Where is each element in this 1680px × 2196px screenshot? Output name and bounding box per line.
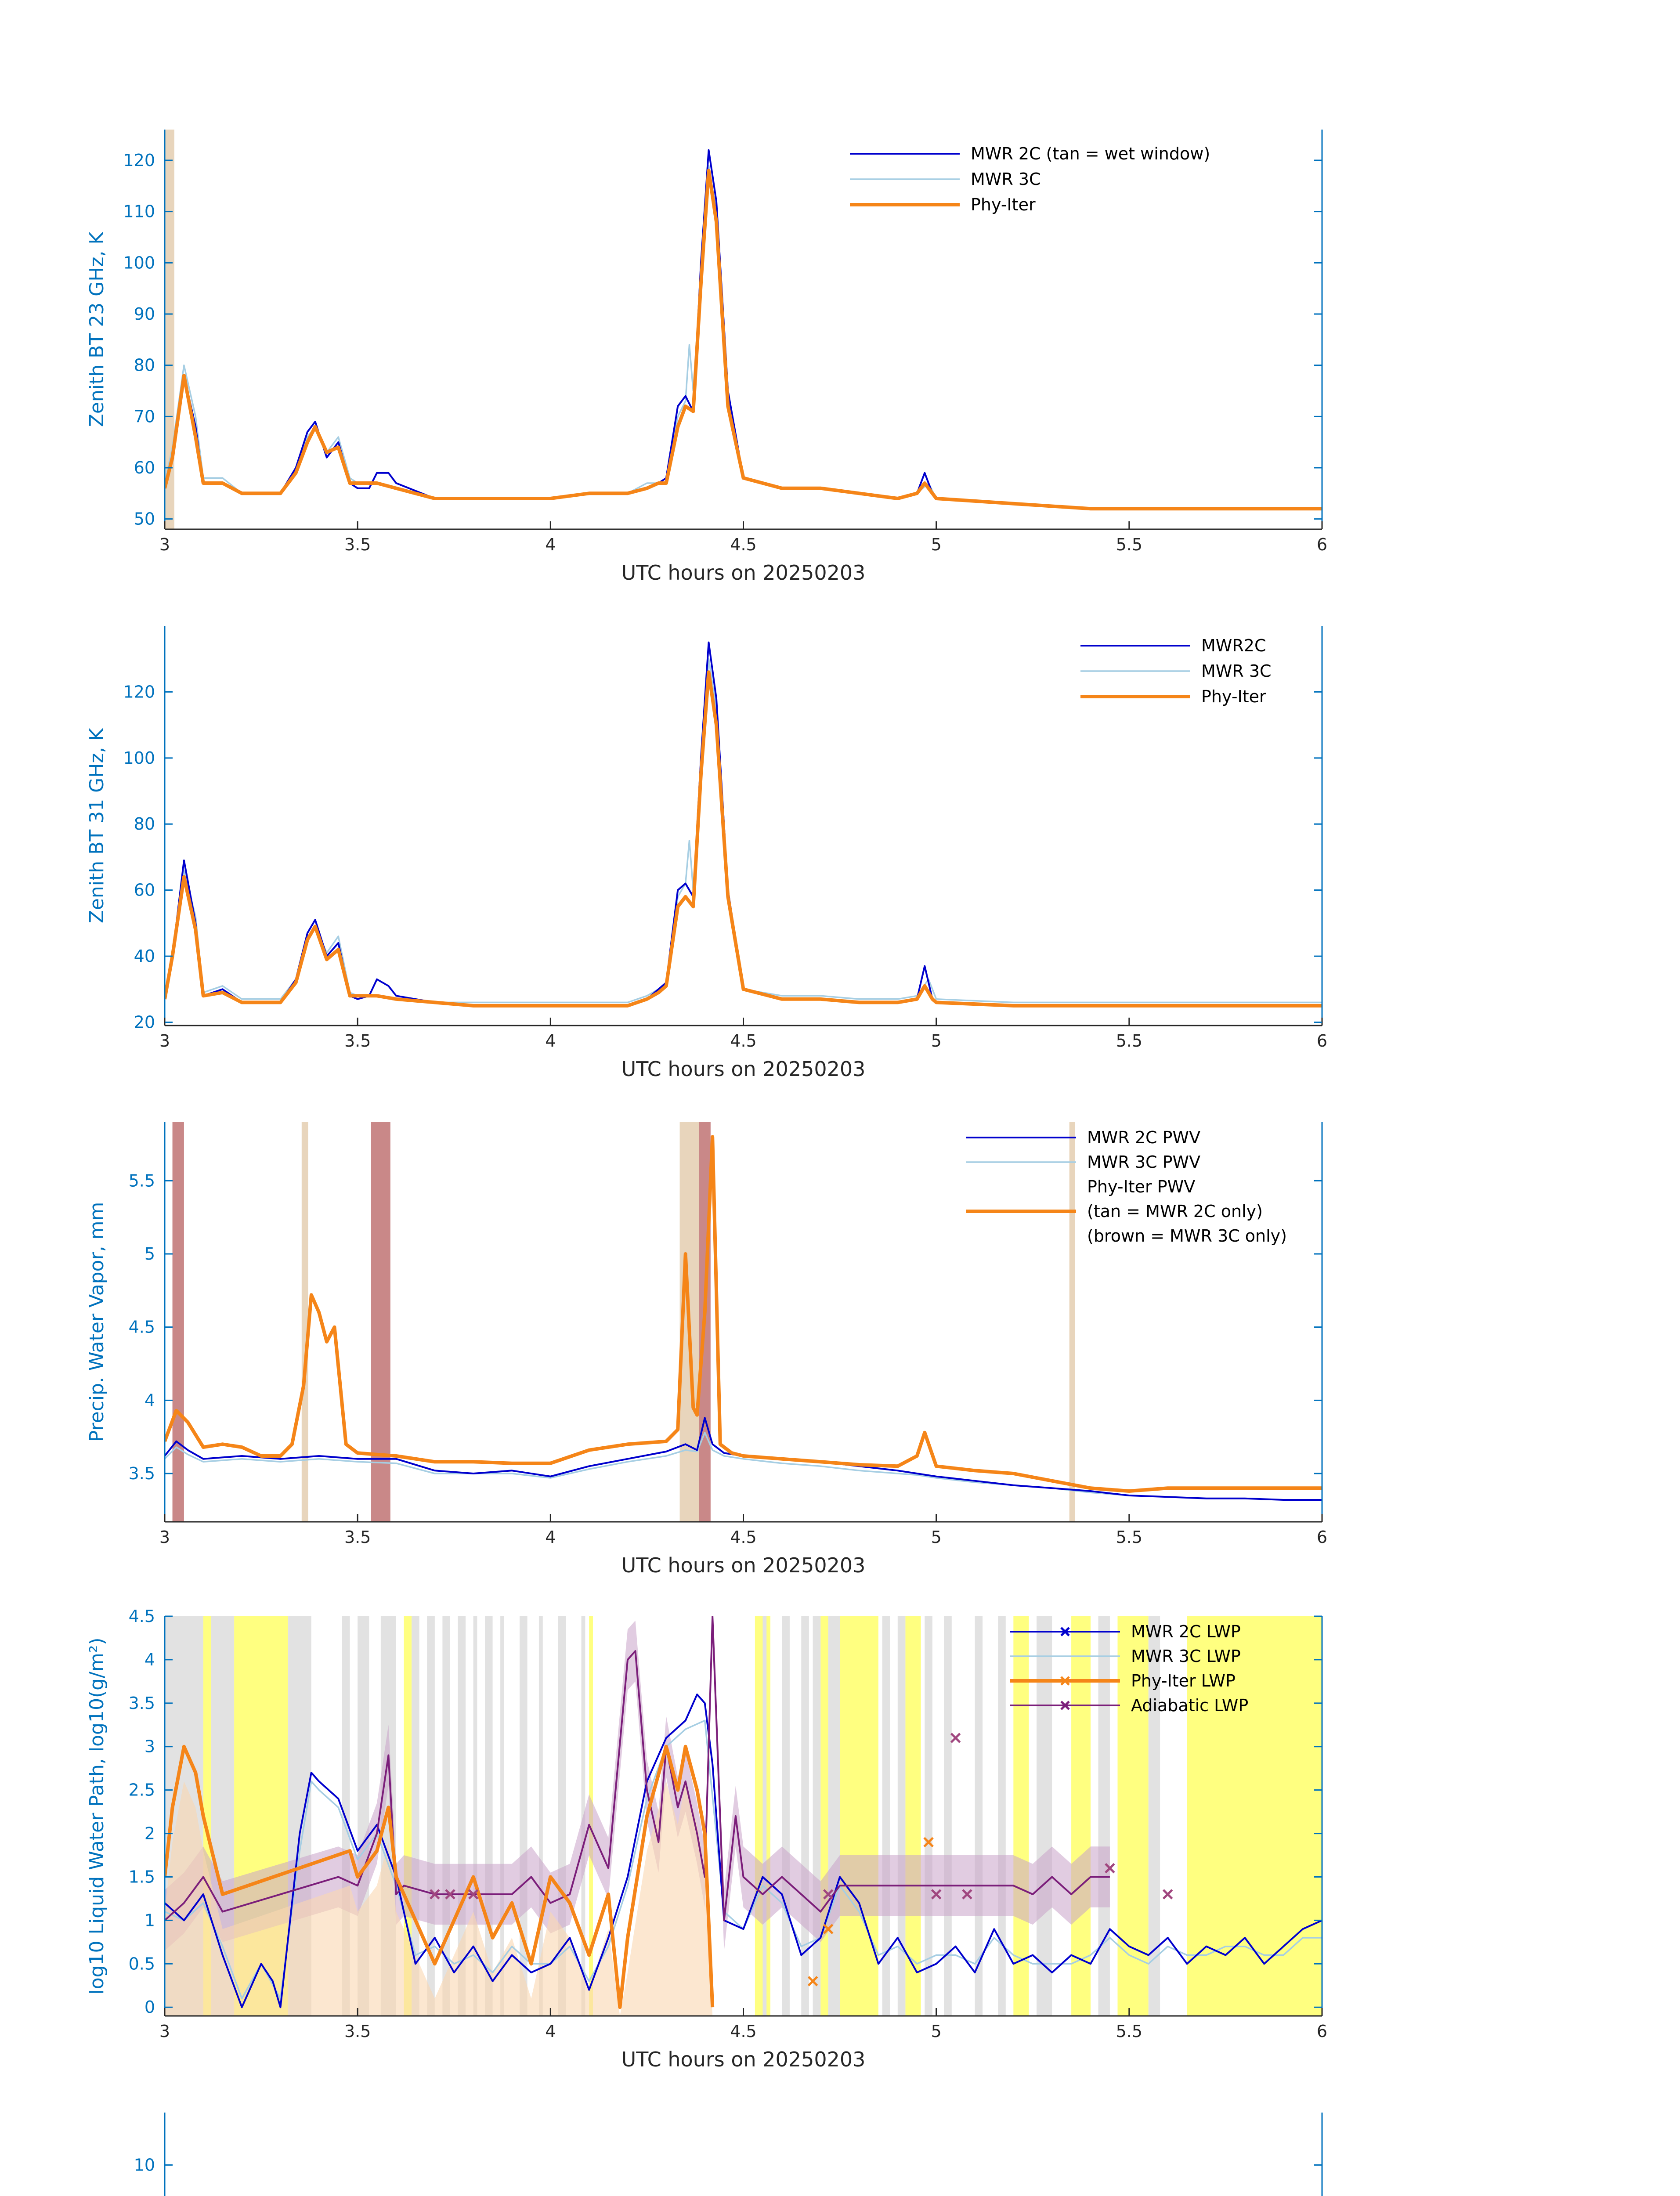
x-tick-label: 6 — [1316, 2022, 1328, 2041]
tan-window — [302, 1122, 308, 1522]
y-axis-label: log10 Liquid Water Path, log10(g/m²) — [86, 1637, 108, 1995]
x-tick-label: 3.5 — [344, 1528, 371, 1547]
y-tick-label: 1 — [144, 1911, 155, 1930]
y-tick-label: 4 — [144, 1391, 155, 1410]
legend-entry: MWR 2C PWV — [1087, 1128, 1201, 1147]
legend-entry: Phy-Iter — [1201, 687, 1266, 706]
legend-entry: MWR 2C (tan = wet window) — [971, 144, 1210, 163]
series-line-mwr3c — [165, 166, 1322, 509]
y-tick-label: 3.5 — [128, 1464, 155, 1483]
x-tick-label: 6 — [1316, 535, 1328, 554]
y-tick-label: 2 — [144, 1824, 155, 1843]
x-axis-label: UTC hours on 20250203 — [621, 561, 866, 585]
gray-window — [782, 1616, 790, 2016]
x-tick-label: 5 — [931, 1031, 942, 1051]
x-tick-label: 4 — [545, 535, 556, 554]
gray-window — [898, 1616, 906, 2016]
x-tick-label: 4.5 — [730, 1031, 757, 1051]
y-tick-label: 80 — [134, 814, 155, 834]
series-line-mwr2c — [165, 150, 1322, 509]
legend — [966, 1128, 1287, 1246]
y-tick-label: 3.5 — [128, 1693, 155, 1713]
legend-entry: MWR 3C — [971, 170, 1041, 189]
x-tick-label: 4 — [545, 1528, 556, 1547]
panel-precipitable-water-vapor — [86, 1122, 1327, 1577]
gray-window — [762, 1616, 766, 2016]
x-tick-label: 4 — [545, 1031, 556, 1051]
y-tick-label: 0.5 — [128, 1954, 155, 1974]
x-tick-label: 3.5 — [344, 2022, 371, 2041]
legend-entry: MWR 3C PWV — [1087, 1152, 1201, 1172]
y-tick-label: 60 — [134, 458, 155, 477]
y-axis-label: Zenith BT 31 GHz, K — [86, 728, 108, 924]
x-axis-label: UTC hours on 20250203 — [621, 1057, 866, 1081]
y-tick-label: 120 — [123, 151, 155, 170]
adiabatic-marker — [951, 1734, 960, 1742]
x-tick-label: 3 — [159, 2022, 170, 2041]
x-axis-label: UTC hours on 20250203 — [621, 2048, 866, 2071]
panel-zenith-bt-31ghz — [86, 626, 1327, 1081]
x-tick-label: 3 — [159, 1528, 170, 1547]
x-tick-label: 6 — [1316, 1528, 1328, 1547]
plot-area — [165, 130, 1322, 529]
y-tick-label: 120 — [123, 682, 155, 702]
x-tick-label: 3.5 — [344, 535, 371, 554]
y-tick-label: 100 — [123, 253, 155, 273]
y-axis-label: Zenith BT 23 GHz, K — [86, 231, 108, 427]
y-tick-label: 50 — [134, 509, 155, 529]
axes — [86, 2113, 1327, 2196]
y-tick-label: 10 — [134, 2155, 155, 2175]
legend-entry: MWR2C — [1201, 636, 1266, 655]
tan-window — [1069, 1122, 1075, 1522]
y-tick-label: 5 — [144, 1244, 155, 1264]
x-axis-label: UTC hours on 20250203 — [621, 1553, 866, 1577]
x-tick-label: 5 — [931, 2022, 942, 2041]
legend-entry: Adiabatic LWP — [1131, 1696, 1249, 1715]
x-tick-label: 4.5 — [730, 2022, 757, 2041]
y-tick-label: 5.5 — [128, 1171, 155, 1191]
x-tick-label: 4.5 — [730, 535, 757, 554]
legend-entry: Phy-Iter LWP — [1131, 1671, 1236, 1690]
gray-window — [998, 1616, 1006, 2016]
legend-entry: Phy-Iter PWV — [1087, 1177, 1196, 1196]
x-tick-label: 5.5 — [1116, 1031, 1143, 1051]
series-line-phy — [165, 170, 1322, 509]
y-tick-label: 90 — [134, 304, 155, 324]
y-tick-label: 4.5 — [128, 1317, 155, 1337]
y-tick-label: 0 — [144, 1997, 155, 2017]
y-tick-label: 100 — [123, 748, 155, 768]
x-tick-label: 4.5 — [730, 1528, 757, 1547]
y-tick-label: 4 — [144, 1650, 155, 1669]
x-tick-label: 5.5 — [1116, 2022, 1143, 2041]
x-tick-label: 5.5 — [1116, 535, 1143, 554]
legend-entry: MWR 3C LWP — [1131, 1647, 1241, 1666]
x-tick-label: 3 — [159, 1031, 170, 1051]
y-tick-label: 40 — [134, 946, 155, 966]
y-tick-label: 20 — [134, 1012, 155, 1032]
y-tick-label: 70 — [134, 407, 155, 426]
gray-window — [801, 1616, 809, 2016]
gray-window — [1098, 1616, 1110, 2016]
panel-zenith-bt-23ghz — [86, 130, 1327, 585]
gray-window — [1037, 1616, 1052, 2016]
x-tick-label: 6 — [1316, 1031, 1328, 1051]
y-tick-label: 4.5 — [128, 1607, 155, 1626]
y-tick-label: 110 — [123, 202, 155, 221]
x-tick-label: 5 — [931, 1528, 942, 1547]
x-tick-label: 3.5 — [344, 1031, 371, 1051]
y-tick-label: 2.5 — [128, 1780, 155, 1800]
x-tick-label: 5.5 — [1116, 1528, 1143, 1547]
gray-window — [925, 1616, 932, 2016]
series-line-phy — [165, 672, 1322, 1006]
brown-window — [173, 1122, 184, 1522]
legend-entry: (brown = MWR 3C only) — [1087, 1226, 1287, 1246]
x-tick-label: 5 — [931, 535, 942, 554]
legend — [1080, 636, 1272, 706]
gray-window — [813, 1616, 821, 2016]
legend-entry: MWR 3C — [1201, 661, 1272, 681]
legend — [850, 144, 1210, 214]
panel-dq-flag — [86, 2113, 1327, 2196]
y-tick-label: 3 — [144, 1737, 155, 1756]
x-tick-label: 4 — [545, 2022, 556, 2041]
legend-entry: Phy-Iter — [971, 195, 1036, 214]
legend-entry: MWR 2C LWP — [1131, 1622, 1241, 1641]
panel-liquid-water-path — [86, 1607, 1327, 2071]
yellow-window — [840, 1616, 878, 2016]
y-tick-label: 60 — [134, 880, 155, 900]
x-tick-label: 3 — [159, 535, 170, 554]
yellow-window — [820, 1616, 828, 2016]
y-tick-label: 80 — [134, 355, 155, 375]
gray-window — [828, 1616, 840, 2016]
y-tick-label: 1.5 — [128, 1867, 155, 1887]
y-axis-label: Precip. Water Vapor, mm — [86, 1202, 108, 1442]
adiabatic-marker — [1163, 1890, 1172, 1899]
legend-entry: (tan = MWR 2C only) — [1087, 1202, 1263, 1221]
